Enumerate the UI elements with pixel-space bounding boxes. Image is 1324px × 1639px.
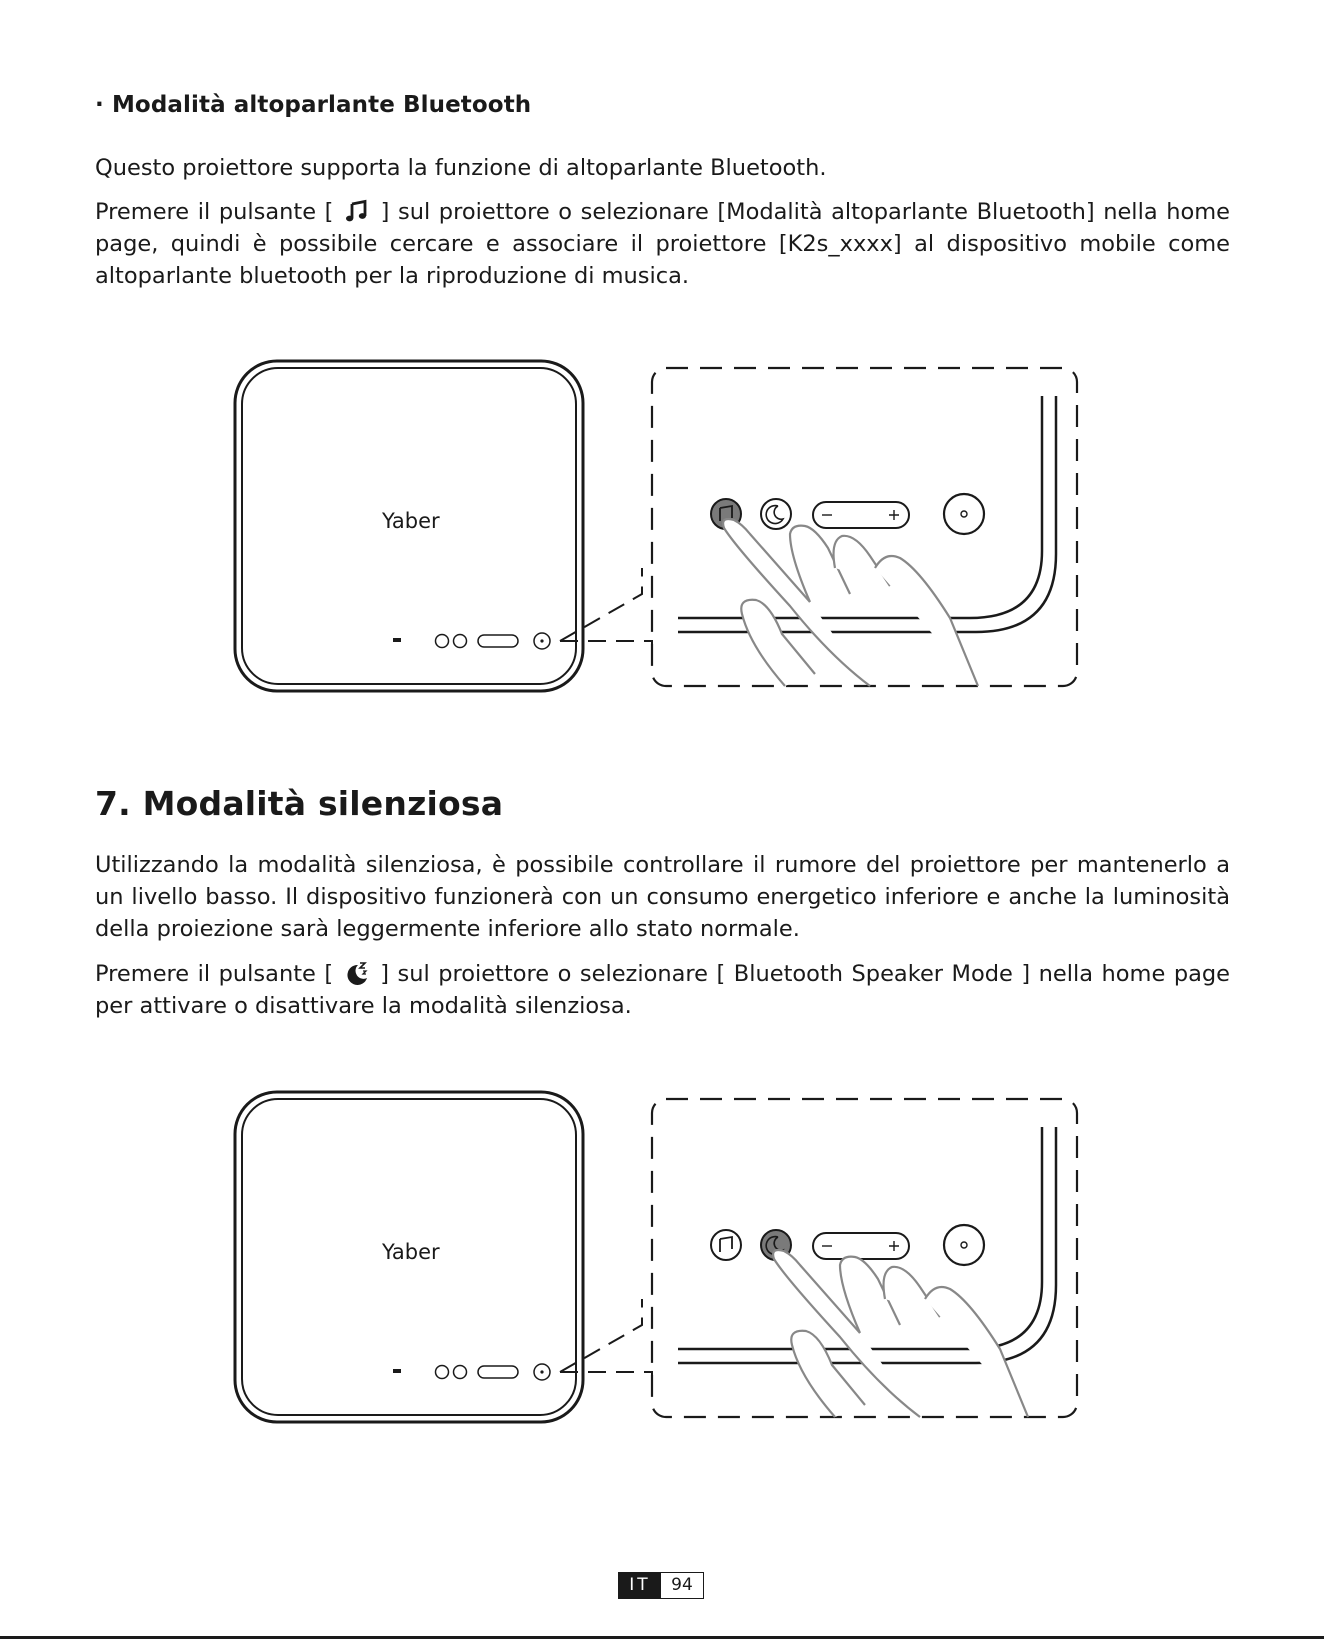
mini-button-panel xyxy=(393,633,550,649)
silent-intro-paragraph: Utilizzando la modalità silenziosa, è possibile controllare il rumore del proiettore per mantenerlo a un livello basso. Il dispositivo funzionerà con un consumo energetico inferiore e anche la luminosità della proiezione sarà leggermente inferiore allo stato normale. xyxy=(95,852,1230,942)
moon-sleep-icon xyxy=(345,961,369,985)
music-note-icon xyxy=(345,199,369,223)
section-bluetooth-title: · Modalità altoparlante Bluetooth xyxy=(95,92,532,118)
silent-instructions-end: ] sul proiettore o selezionare [ Bluetooth Speaker Mode ] nella home page per attivare o disattivare la modalità silenziosa. xyxy=(95,961,1231,1019)
language-code: IT xyxy=(619,1573,661,1598)
projector-close-up xyxy=(678,396,1056,632)
page-number: 94 xyxy=(671,1575,693,1595)
silent-instructions-paragraph xyxy=(95,958,1230,1022)
projector-front-view xyxy=(235,361,583,691)
bluetooth-instructions-end: ] sul proiettore o selezionare [Modalità altoparlante Bluetooth] nella home page, quindi è possibile cercare e associare il proiettore [K2s_xxxx] al dispositivo mobile come altoparlante bluetooth per la riproduzione di musica. xyxy=(95,199,1230,289)
brand-logo: Yaber xyxy=(382,509,440,533)
bluetooth-intro-paragraph: Questo proiettore supporta la funzione di altoparlante Bluetooth. xyxy=(95,155,827,181)
music-note-button xyxy=(711,1230,741,1260)
power-button xyxy=(944,1225,984,1265)
bluetooth-instructions-paragraph xyxy=(95,196,1230,292)
power-button xyxy=(944,494,984,534)
pressing-hand xyxy=(773,1250,1028,1417)
projector-front-view xyxy=(235,1092,583,1422)
pressing-hand xyxy=(723,519,978,686)
page-number-badge xyxy=(618,1572,704,1599)
bluetooth-instructions-start: Premere il pulsante [ xyxy=(95,199,334,225)
mini-button-panel xyxy=(393,1364,550,1380)
silent-instructions-start: Premere il pulsante [ xyxy=(95,961,334,987)
figure-bluetooth-button-press xyxy=(230,356,1090,701)
figure-silent-button-press xyxy=(230,1087,1090,1432)
brand-logo: Yaber xyxy=(382,1240,440,1264)
section-silent-title: 7. Modalità silenziosa xyxy=(95,784,504,823)
